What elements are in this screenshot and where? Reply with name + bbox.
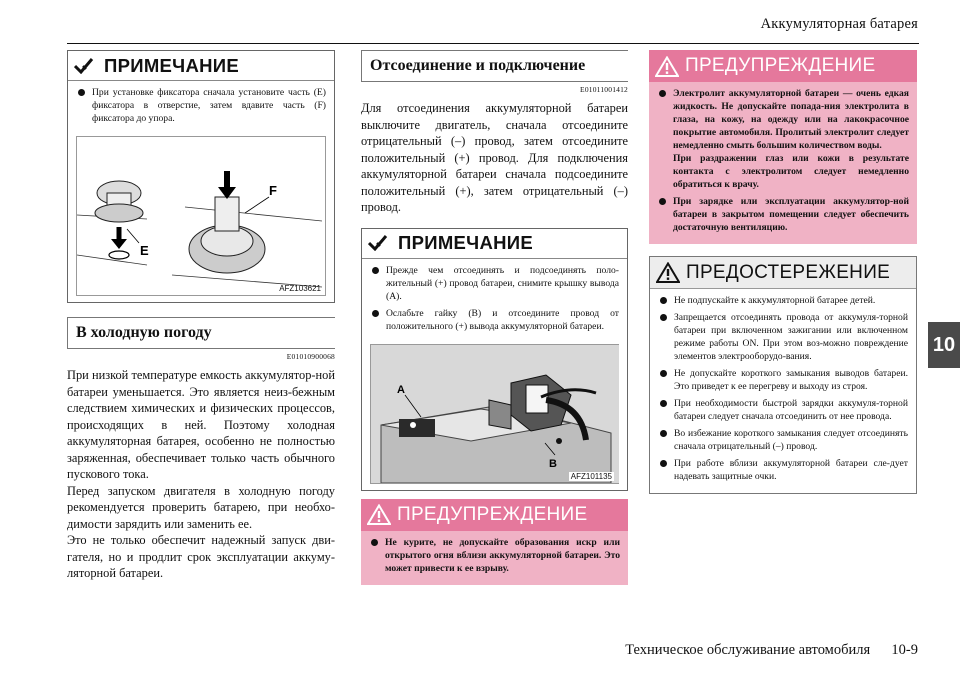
figure-code: AFZ101135 bbox=[570, 471, 612, 481]
retainer-drawing bbox=[77, 137, 327, 295]
caution-box bbox=[649, 256, 917, 494]
note-list bbox=[362, 259, 627, 340]
callout-e: E bbox=[140, 243, 149, 258]
caution-item: При работе вблизи аккумуляторной батареи сле-дует надевать защитные очки. bbox=[658, 457, 908, 483]
note-header bbox=[68, 51, 334, 81]
note-title: ПРИМЕЧАНИЕ bbox=[104, 54, 240, 76]
checkmark-icon bbox=[74, 58, 98, 74]
note-item: Прежде чем отсоединять и подсоединять поло-жительный (+) провод батареи, снимите крышку вывода (A). bbox=[370, 264, 619, 303]
checkmark-icon bbox=[368, 235, 392, 251]
warning-box-smoking bbox=[361, 499, 628, 585]
section-code: E01010900068 bbox=[286, 352, 335, 361]
warning-item: При зарядке или эксплуатации аккумулятор-ной батареи в закрытом помещении следует обеспечить достаточную вентиляцию. bbox=[657, 195, 909, 234]
warning-header bbox=[649, 50, 917, 82]
column-2 bbox=[361, 50, 628, 585]
page-footer bbox=[625, 642, 918, 659]
cold-weather-section bbox=[67, 317, 335, 582]
paragraph: Перед запуском двигателя в холодную погоду рекомендуется проверить батарею, при необхо-димости зарядить или заменить ее. bbox=[67, 483, 335, 531]
caution-list bbox=[650, 289, 916, 493]
page-number: 10-9 bbox=[891, 642, 918, 658]
warning-box-electrolyte bbox=[649, 50, 917, 244]
warning-triangle-icon bbox=[367, 504, 391, 525]
warning-header bbox=[361, 499, 628, 531]
note-list bbox=[68, 81, 334, 132]
warning-item: Не курите, не допускайте образования искр или открытого огня вблизи аккумуляторной батареи. Это может привести к ее взрыву. bbox=[369, 536, 620, 575]
warning-title: ПРЕДУПРЕЖДЕНИЕ bbox=[397, 503, 588, 525]
warning-item bbox=[657, 87, 909, 191]
column-1 bbox=[67, 50, 335, 582]
warning-list bbox=[361, 531, 628, 585]
paragraph: Для отсоединения аккумуляторной батареи выключите двигатель, сначала отсоедините отрицательный (–) провод, затем отсоедините положительный (+) провод. Для подключения аккумуляторной батареи сначала подсоедините положительный (+), затем отрицательный (–) провод. bbox=[361, 101, 628, 214]
section-heading bbox=[361, 50, 628, 82]
caution-item: Не подпускайте к аккумуляторной батарее детей. bbox=[658, 294, 908, 307]
retainer-illustration bbox=[76, 136, 326, 296]
paragraph: При низкой температуре емкость аккумулятор-ной батареи уменьшается. Это является неиз-бежным следствием химических и физических процессов, происходящих в ней. Поэтому холодная аккумуляторная батарея, особенно не полностью заряженная, обеспечивает только часть обычного пускового тока. bbox=[67, 368, 335, 481]
callout-f: F bbox=[269, 183, 277, 198]
caution-item: Во избежание короткого замыкания следует отсоединять сначала отрицательный (–) провод. bbox=[658, 427, 908, 453]
caution-item: При необходимости быстрой зарядки аккумуля-торной батареи следует сначала отсоединить от нее провода. bbox=[658, 397, 908, 423]
note-title: ПРИМЕЧАНИЕ bbox=[398, 232, 534, 253]
warning-list bbox=[649, 82, 917, 244]
caution-item: Не допускайте короткого замыкания выводов батареи. Это приведет к ее перегреву и выходу из строя. bbox=[658, 367, 908, 393]
note-item: Ослабьте гайку (B) и отсоедините провод от положительного (+) вывода аккумуляторной батареи. bbox=[370, 307, 619, 333]
callout-b: B bbox=[549, 457, 557, 470]
figure-code: AFZ103621 bbox=[279, 284, 321, 293]
warning-text-extra: При раздражении глаз или кожи в результате контакта с электролитом следует немедленно обратиться к врачу. bbox=[673, 153, 909, 190]
warning-title: ПРЕДУПРЕЖДЕНИЕ bbox=[685, 55, 876, 76]
note-header bbox=[362, 229, 627, 259]
battery-terminal-illustration bbox=[370, 344, 619, 484]
caution-triangle-icon bbox=[656, 262, 680, 283]
section-body bbox=[361, 100, 628, 216]
battery-terminal-drawing bbox=[371, 345, 619, 483]
running-header-title: Аккумуляторная батарея bbox=[760, 16, 918, 32]
header-rule bbox=[67, 43, 919, 44]
callout-a: A bbox=[397, 383, 405, 396]
note-item: При установке фиксатора сначала установите часть (E) фиксатора в отверстие, затем вдавите часть (F) фиксатора до упора. bbox=[76, 86, 326, 125]
paragraph: Это не только обеспечит надежный запуск дви-гателя, но и продлит срок эксплуатации аккуму-ляторной батареи. bbox=[67, 533, 335, 580]
caution-item: Запрещается отсоединять провода от аккумуля-торной батареи при включенном зажигании или включенном режиме работы ON. При этом воз-можно повреждение элементов электрооборудо-вания. bbox=[658, 311, 908, 363]
warning-text: Электролит аккумуляторной батареи — очень едкая жидкость. Не допускайте попада-ния электролита в глаза, на кожу, на одежду или на лакокрасочное покрытие автомобиля. Пролитый электролит следует немедленно смыть большим количеством воды. bbox=[673, 88, 909, 151]
note-box-retainer bbox=[67, 50, 335, 303]
section-heading bbox=[67, 317, 335, 349]
column-3 bbox=[649, 50, 917, 494]
warning-triangle-icon bbox=[655, 56, 679, 77]
section-body bbox=[67, 367, 335, 582]
chapter-tab: 10 bbox=[928, 322, 960, 368]
caution-header bbox=[650, 257, 916, 289]
section-code: E01011001412 bbox=[580, 85, 628, 94]
section-title: В холодную погоду bbox=[76, 324, 212, 341]
section-title: Отсоединение и подключение bbox=[370, 57, 586, 74]
note-box-disconnect bbox=[361, 228, 628, 491]
caution-title: ПРЕДОСТЕРЕЖЕНИЕ bbox=[686, 261, 891, 283]
footer-text: Техническое обслуживание автомобиля bbox=[625, 642, 871, 658]
